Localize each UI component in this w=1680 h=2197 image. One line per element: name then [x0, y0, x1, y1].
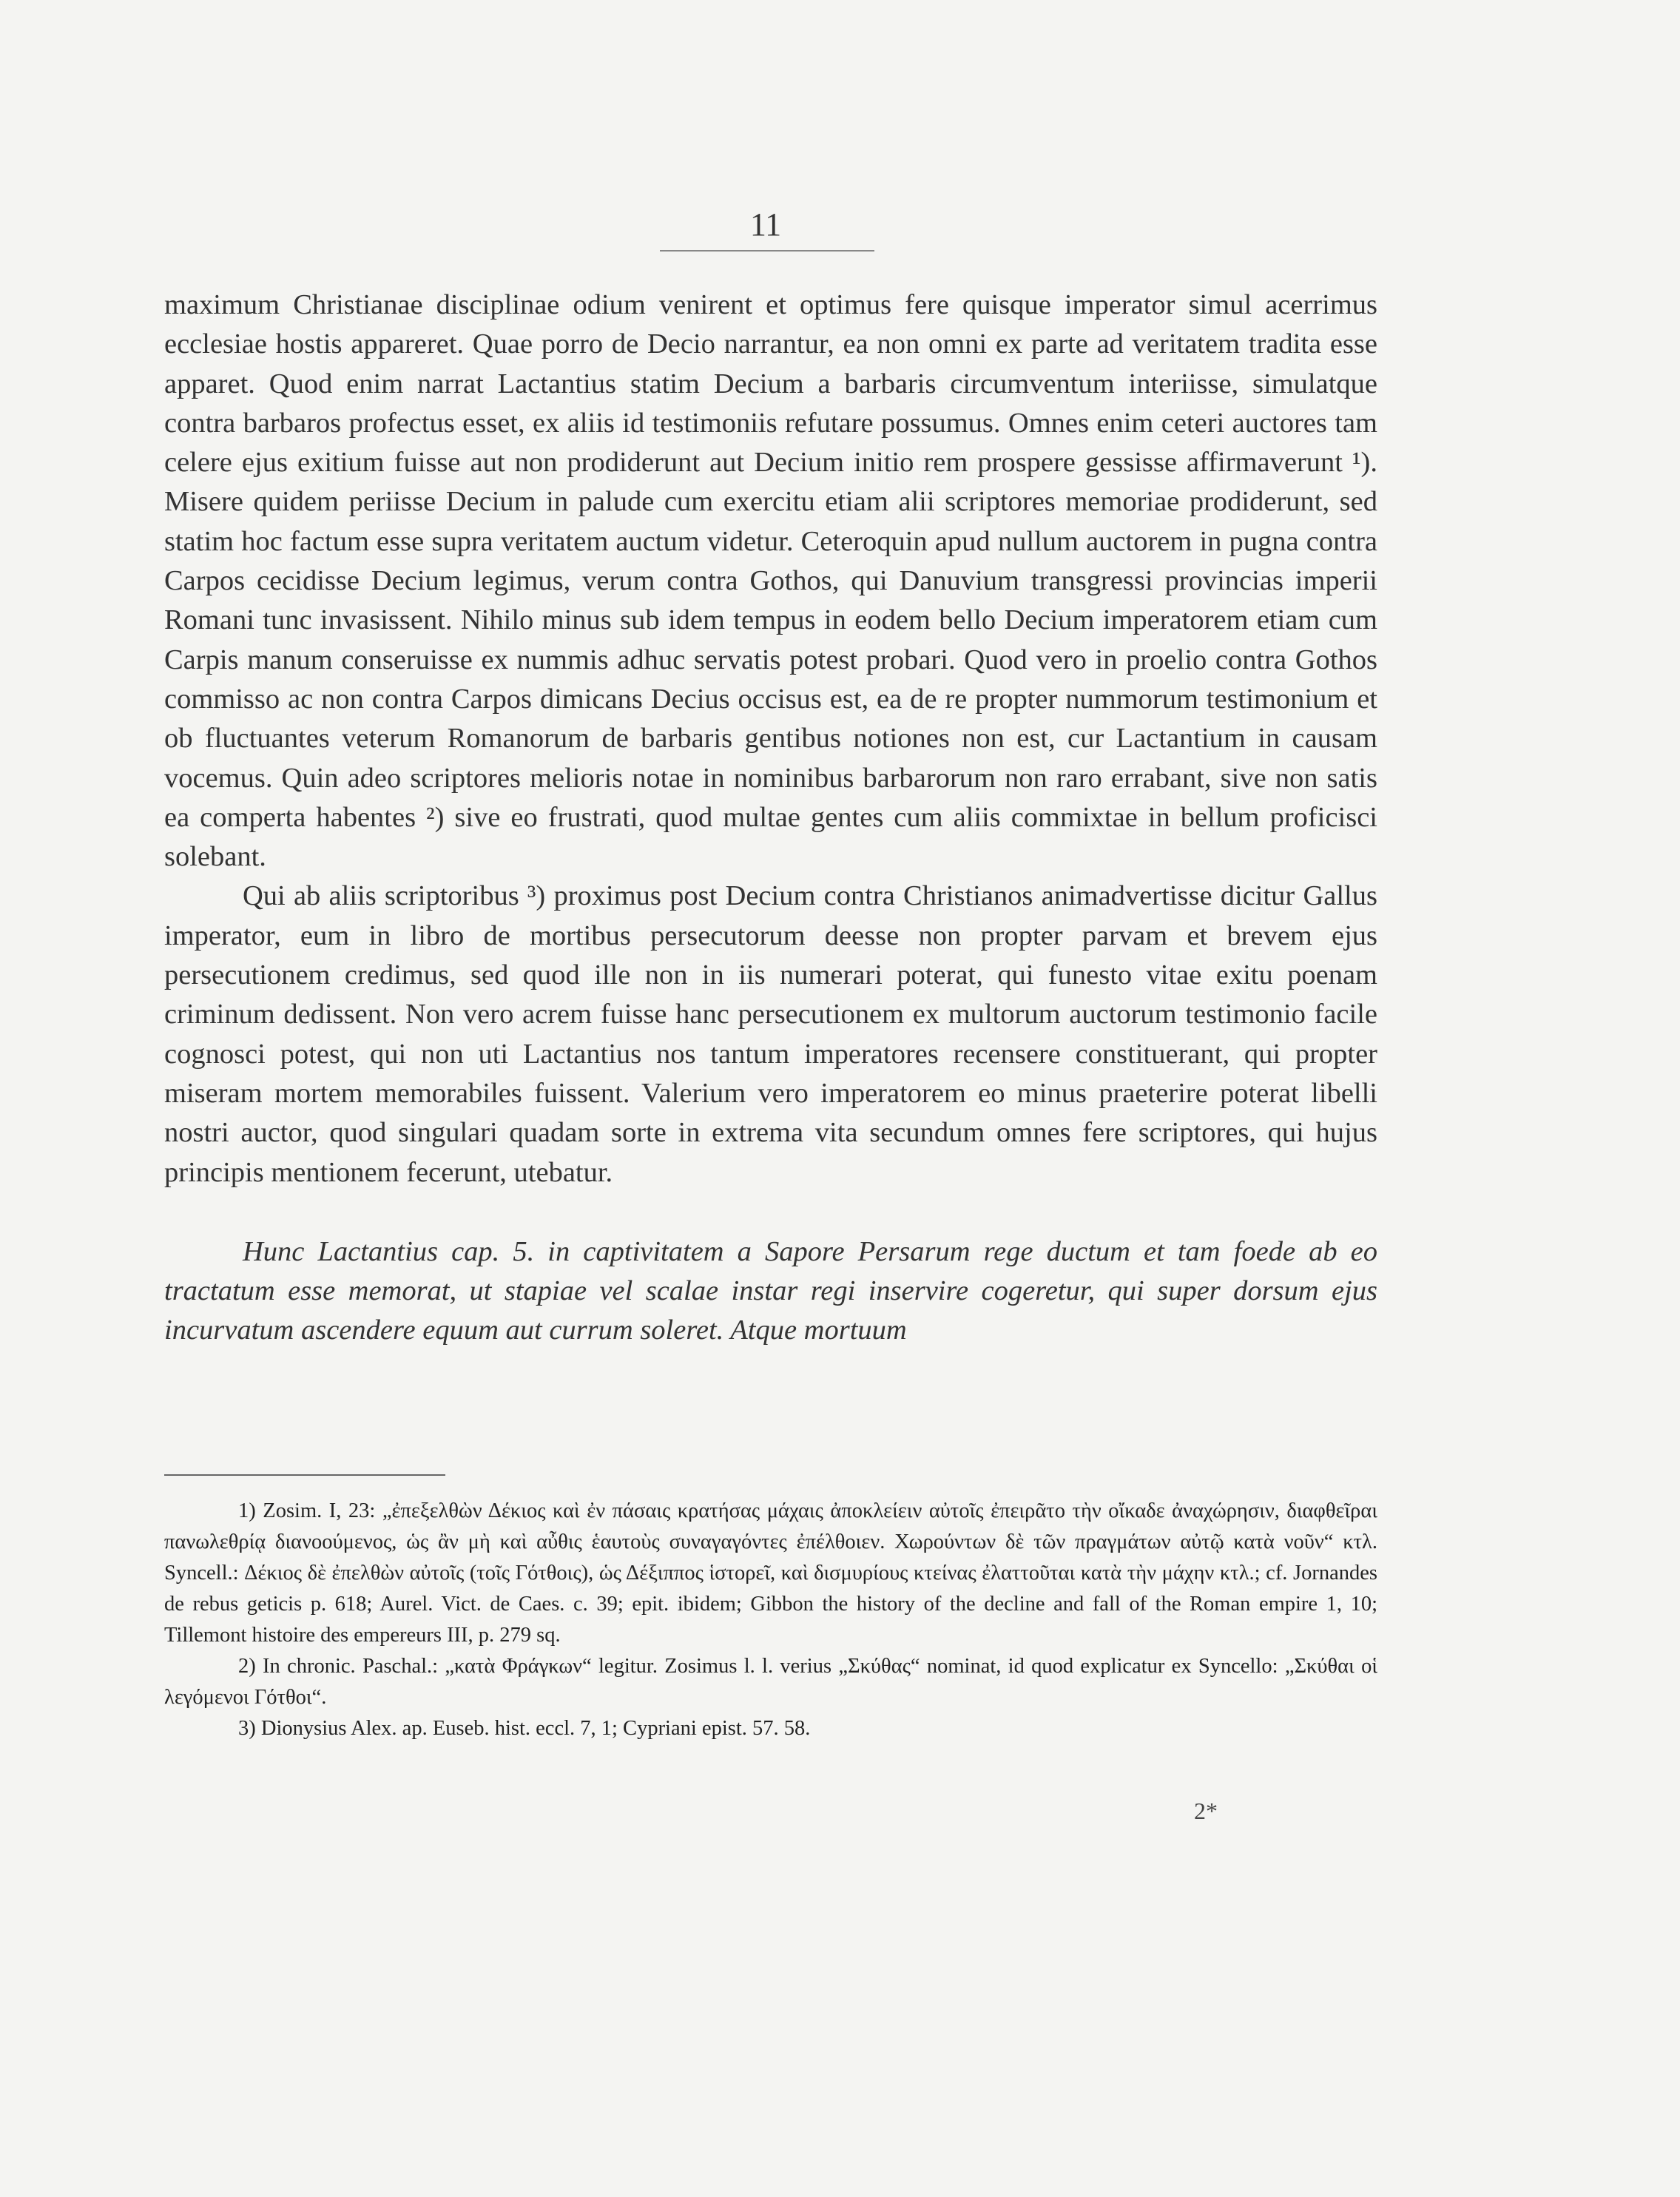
footnote-3: 3) Dionysius Alex. ap. Euseb. hist. eccl. 7, 1; Cypriani epist. 57. 58.	[238, 1717, 811, 1740]
footnote-2: 2) In chronic. Paschal.: „κατὰ Φράγκων“ legitur. Zosimus l. l. verius „Σκύθας“ nominat, id quod explicatur ex Syncello: „Σκύθαι οἱ λεγόμενοι Γότθοι“.	[164, 1655, 1377, 1709]
footnote-rule	[164, 1474, 445, 1476]
signature-mark: 2*	[1194, 1798, 1218, 1824]
header-rule	[660, 250, 874, 252]
page-number: 11	[749, 206, 782, 243]
footnotes	[164, 1496, 1377, 1744]
main-text	[164, 286, 1377, 1351]
body-paragraph-1: maximum Christianae disciplinae odium venirent et optimus fere quisque imperator simul acerrimus ecclesiae hostis appareret. Quae porro de Decio narrantur, ea non omni ex parte ad veritatem tradita esse apparet. Quod enim narrat Lactantius statim Decium a barbaris circumventum interiisse, simulatque contra barbaros profectus esset, ex aliis id testimoniis refutare possumus. Omnes enim ceteri auctores tam celere ejus exitium fuisse aut non prodiderunt aut Decium initio rem prospere gessisse affirmaverunt ¹). Misere quidem periisse Decium in palude cum exercitu etiam alii scriptores memoriae prodiderunt, sed statim hoc factum esse supra veritatem auctum videtur. Ceteroquin apud nullum auctorem in pugna contra Carpos cecidisse Decium legimus, verum contra Gothos, qui Danuvium transgressi provincias imperii Romani tunc invasissent. Nihilo minus sub idem tempus in eodem bello Decium imperatorem etiam cum Carpis manum conseruisse ex nummis adhuc servatis potest probari. Quod vero in proelio contra Gothos commisso ac non contra Carpos dimicans Decius occisus est, ea de re propter nummorum testimonium et ob fluctuantes veterum Romanorum de barbaris gentibus notiones non est, cur Lactantium in causam vocemus. Quin adeo scriptores melioris notae in nominibus barbarorum non raro errabant, sive non satis ea comperta habentes ²) sive eo frustrati, quod multae gentes cum aliis commixtae in bellum proficisci solebant.	[164, 289, 1377, 873]
body-paragraph-2: Qui ab aliis scriptoribus ³) proximus post Decium contra Christianos animadvertisse dicitur Gallus imperator, eum in libro de mortibus persecutorum deesse non propter parvam et brevem ejus persecutionem credimus, sed quod ille non in iis numerari poterat, qui funesto vitae exitu poenam criminum dedissent. Non vero acrem fuisse hanc persecutionem ex multorum auctorum testimonio facile cognosci potest, qui non uti Lactantius nos tantum imperatores recensere constituerant, qui propter miseram mortem memorabiles fuissent. Valerium vero imperatorem eo minus praeterire poterat libelli nostri auctor, quod singulari quadam sorte in extrema vita secundum omnes fere scriptores, qui hujus principis mentionem fecerunt, utebatur.	[164, 880, 1377, 1188]
footnote-1: 1) Zosim. I, 23: „ἐπεξελθὼν Δέκιος καὶ ἐν πάσαις κρατήσας μάχαις ἀποκλείειν αὐτοῖς ἐπειρᾶτο τὴν οἴκαδε ἀναχώρησιν, διαφθεῖραι πανωλεθρίᾳ διανοούμενος, ὡς ἂν μὴ καὶ αὖθις ἑαυτοὺς συναγαγόντες ἐπέλθοιεν. Χωρούντων δὲ τῶν πραγμάτων αὐτῷ κατὰ νοῦν“ κτλ. Syncell.: Δέκιος δὲ ἐπελθὼν αὐτοῖς (τοῖς Γότθοις), ὡς Δέξιππος ἱστορεῖ, καὶ δισμυρίους κτείνας ἐλαττοῦται κατὰ τὴν μάχην κτλ.; cf. Jornandes de rebus geticis p. 618; Aurel. Vict. de Caes. c. 39; epit. ibidem; Gibbon the history of the decline and fall of the Roman empire 1, 10; Tillemont histoire des empereurs III, p. 279 sq.	[164, 1499, 1377, 1647]
body-paragraph-3: Hunc Lactantius cap. 5. in captivitatem a Sapore Persarum rege ductum et tam foede ab eo tractatum esse memorat, ut stapiae vel scalae instar regi inservire cogeretur, qui super dorsum ejus incurvatum ascendere equum aut currum soleret. Atque mortuum	[164, 1235, 1377, 1346]
